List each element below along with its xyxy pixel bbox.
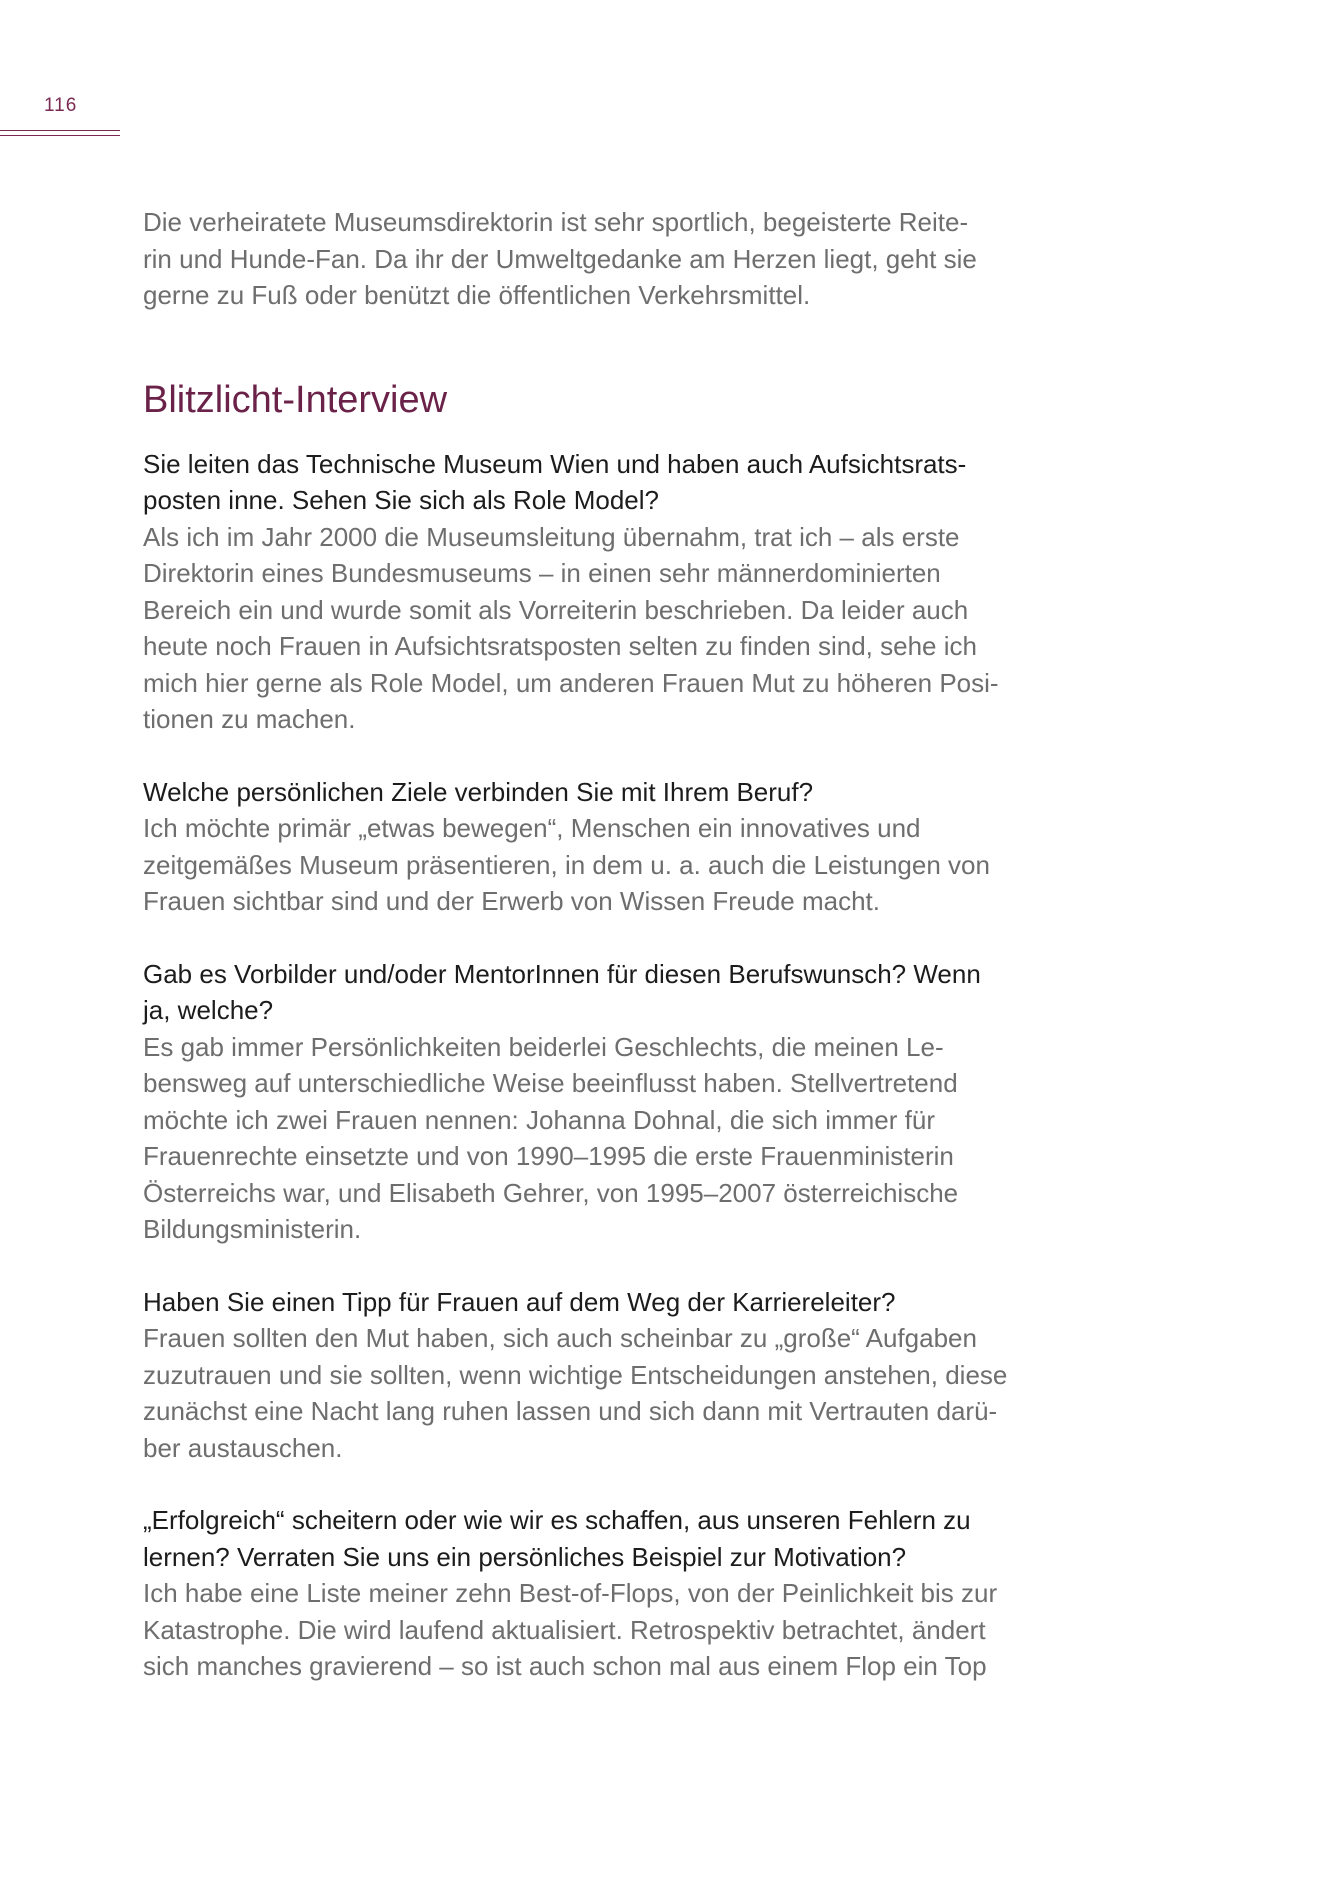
answer-line: Frauen sichtbar sind und der Erwerb von Wissen Freude macht. bbox=[143, 886, 881, 916]
question bbox=[143, 956, 1043, 1029]
question-line: posten inne. Sehen Sie sich als Role Model? bbox=[143, 485, 659, 515]
answer-line: bensweg auf unterschiedliche Weise beeinflusst haben. Stellvertretend bbox=[143, 1068, 958, 1098]
page-content bbox=[143, 204, 1043, 1685]
question-line: „Erfolgreich“ scheitern oder wie wir es schaffen, aus unseren Fehlern zu bbox=[143, 1505, 971, 1535]
section-heading: Blitzlicht-Interview bbox=[143, 378, 448, 421]
qa-block bbox=[143, 446, 1043, 738]
answer bbox=[143, 1029, 1043, 1248]
question-line: ja, welche? bbox=[143, 995, 274, 1025]
answer bbox=[143, 1575, 1043, 1685]
question-line: Sie leiten das Technische Museum Wien und haben auch Aufsichtsrats- bbox=[143, 448, 967, 479]
header-rule bbox=[0, 130, 120, 136]
qa-block bbox=[143, 956, 1043, 1248]
question-line: Haben Sie einen Tipp für Frauen auf dem Weg der Karriereleiter? bbox=[143, 1286, 896, 1317]
answer-line: Ich habe eine Liste meiner zehn Best-of-Flops, von der Peinlichkeit bis zur bbox=[143, 1578, 998, 1608]
qa-block bbox=[143, 1502, 1043, 1685]
answer-line: Als ich im Jahr 2000 die Museumsleitung übernahm, trat ich – als erste bbox=[143, 521, 960, 552]
intro-paragraph bbox=[143, 204, 1043, 314]
answer bbox=[143, 810, 1043, 920]
question-line: Gab es Vorbilder und/oder MentorInnen für diesen Berufswunsch? Wenn bbox=[143, 958, 981, 989]
answer-line: heute noch Frauen in Aufsichtsratsposten selten zu finden sind, sehe ich bbox=[143, 631, 977, 661]
question bbox=[143, 1502, 1043, 1575]
answer-line: zunächst eine Nacht lang ruhen lassen und sich dann mit Vertrauten darü- bbox=[143, 1396, 998, 1426]
answer-line: Frauen sollten den Mut haben, sich auch scheinbar zu „große“ Aufgaben bbox=[143, 1323, 977, 1353]
qa-block bbox=[143, 774, 1043, 920]
answer-line: Österreichs war, und Elisabeth Gehrer, von 1995–2007 österreichische bbox=[143, 1177, 959, 1208]
answer-line: zuzutrauen und sie sollten, wenn wichtige Entscheidungen anstehen, diese bbox=[143, 1359, 1008, 1390]
intro-line: rin und Hunde-Fan. Da ihr der Umweltgedanke am Herzen liegt, geht sie bbox=[143, 243, 977, 274]
answer-line: Bildungsministerin. bbox=[143, 1214, 362, 1244]
answer-line: sich manches gravierend – so ist auch schon mal aus einem Flop ein Top bbox=[143, 1651, 987, 1681]
answer-line: Ich möchte primär „etwas bewegen“, Menschen ein innovatives und bbox=[143, 813, 921, 843]
answer-line: ber austauschen. bbox=[143, 1432, 343, 1463]
answer-line: tionen zu machen. bbox=[143, 704, 356, 734]
question bbox=[143, 1284, 1043, 1321]
qa-block bbox=[143, 1284, 1043, 1467]
answer-line: Bereich ein und wurde somit als Vorreiterin beschrieben. Da leider auch bbox=[143, 594, 969, 625]
answer-line: Es gab immer Persönlichkeiten beiderlei Geschlechts, die meinen Le- bbox=[143, 1031, 944, 1062]
answer-line: zeitgemäßes Museum präsentieren, in dem u. a. auch die Leistungen von bbox=[143, 849, 990, 880]
intro-line: Die verheiratete Museumsdirektorin ist sehr sportlich, begeisterte Reite- bbox=[143, 207, 969, 237]
page-number: 116 bbox=[44, 95, 78, 116]
question bbox=[143, 446, 1043, 519]
answer-line: Direktorin eines Bundesmuseums – in einen sehr männerdominierten bbox=[143, 558, 941, 588]
answer-line: möchte ich zwei Frauen nennen: Johanna Dohnal, die sich immer für bbox=[143, 1104, 935, 1135]
question-line: lernen? Verraten Sie uns ein persönliches Beispiel zur Motivation? bbox=[143, 1541, 907, 1572]
answer bbox=[143, 519, 1043, 738]
answer-line: Katastrophe. Die wird laufend aktualisiert. Retrospektiv betrachtet, ändert bbox=[143, 1614, 986, 1645]
answer-line: Frauenrechte einsetzte und von 1990–1995 die erste Frauenministerin bbox=[143, 1141, 954, 1171]
answer-line: mich hier gerne als Role Model, um anderen Frauen Mut zu höheren Posi- bbox=[143, 667, 999, 698]
answer bbox=[143, 1320, 1043, 1466]
question bbox=[143, 774, 1043, 811]
question-line: Welche persönlichen Ziele verbinden Sie mit Ihrem Beruf? bbox=[143, 776, 814, 807]
intro-line: gerne zu Fuß oder benützt die öffentlichen Verkehrsmittel. bbox=[143, 280, 811, 310]
